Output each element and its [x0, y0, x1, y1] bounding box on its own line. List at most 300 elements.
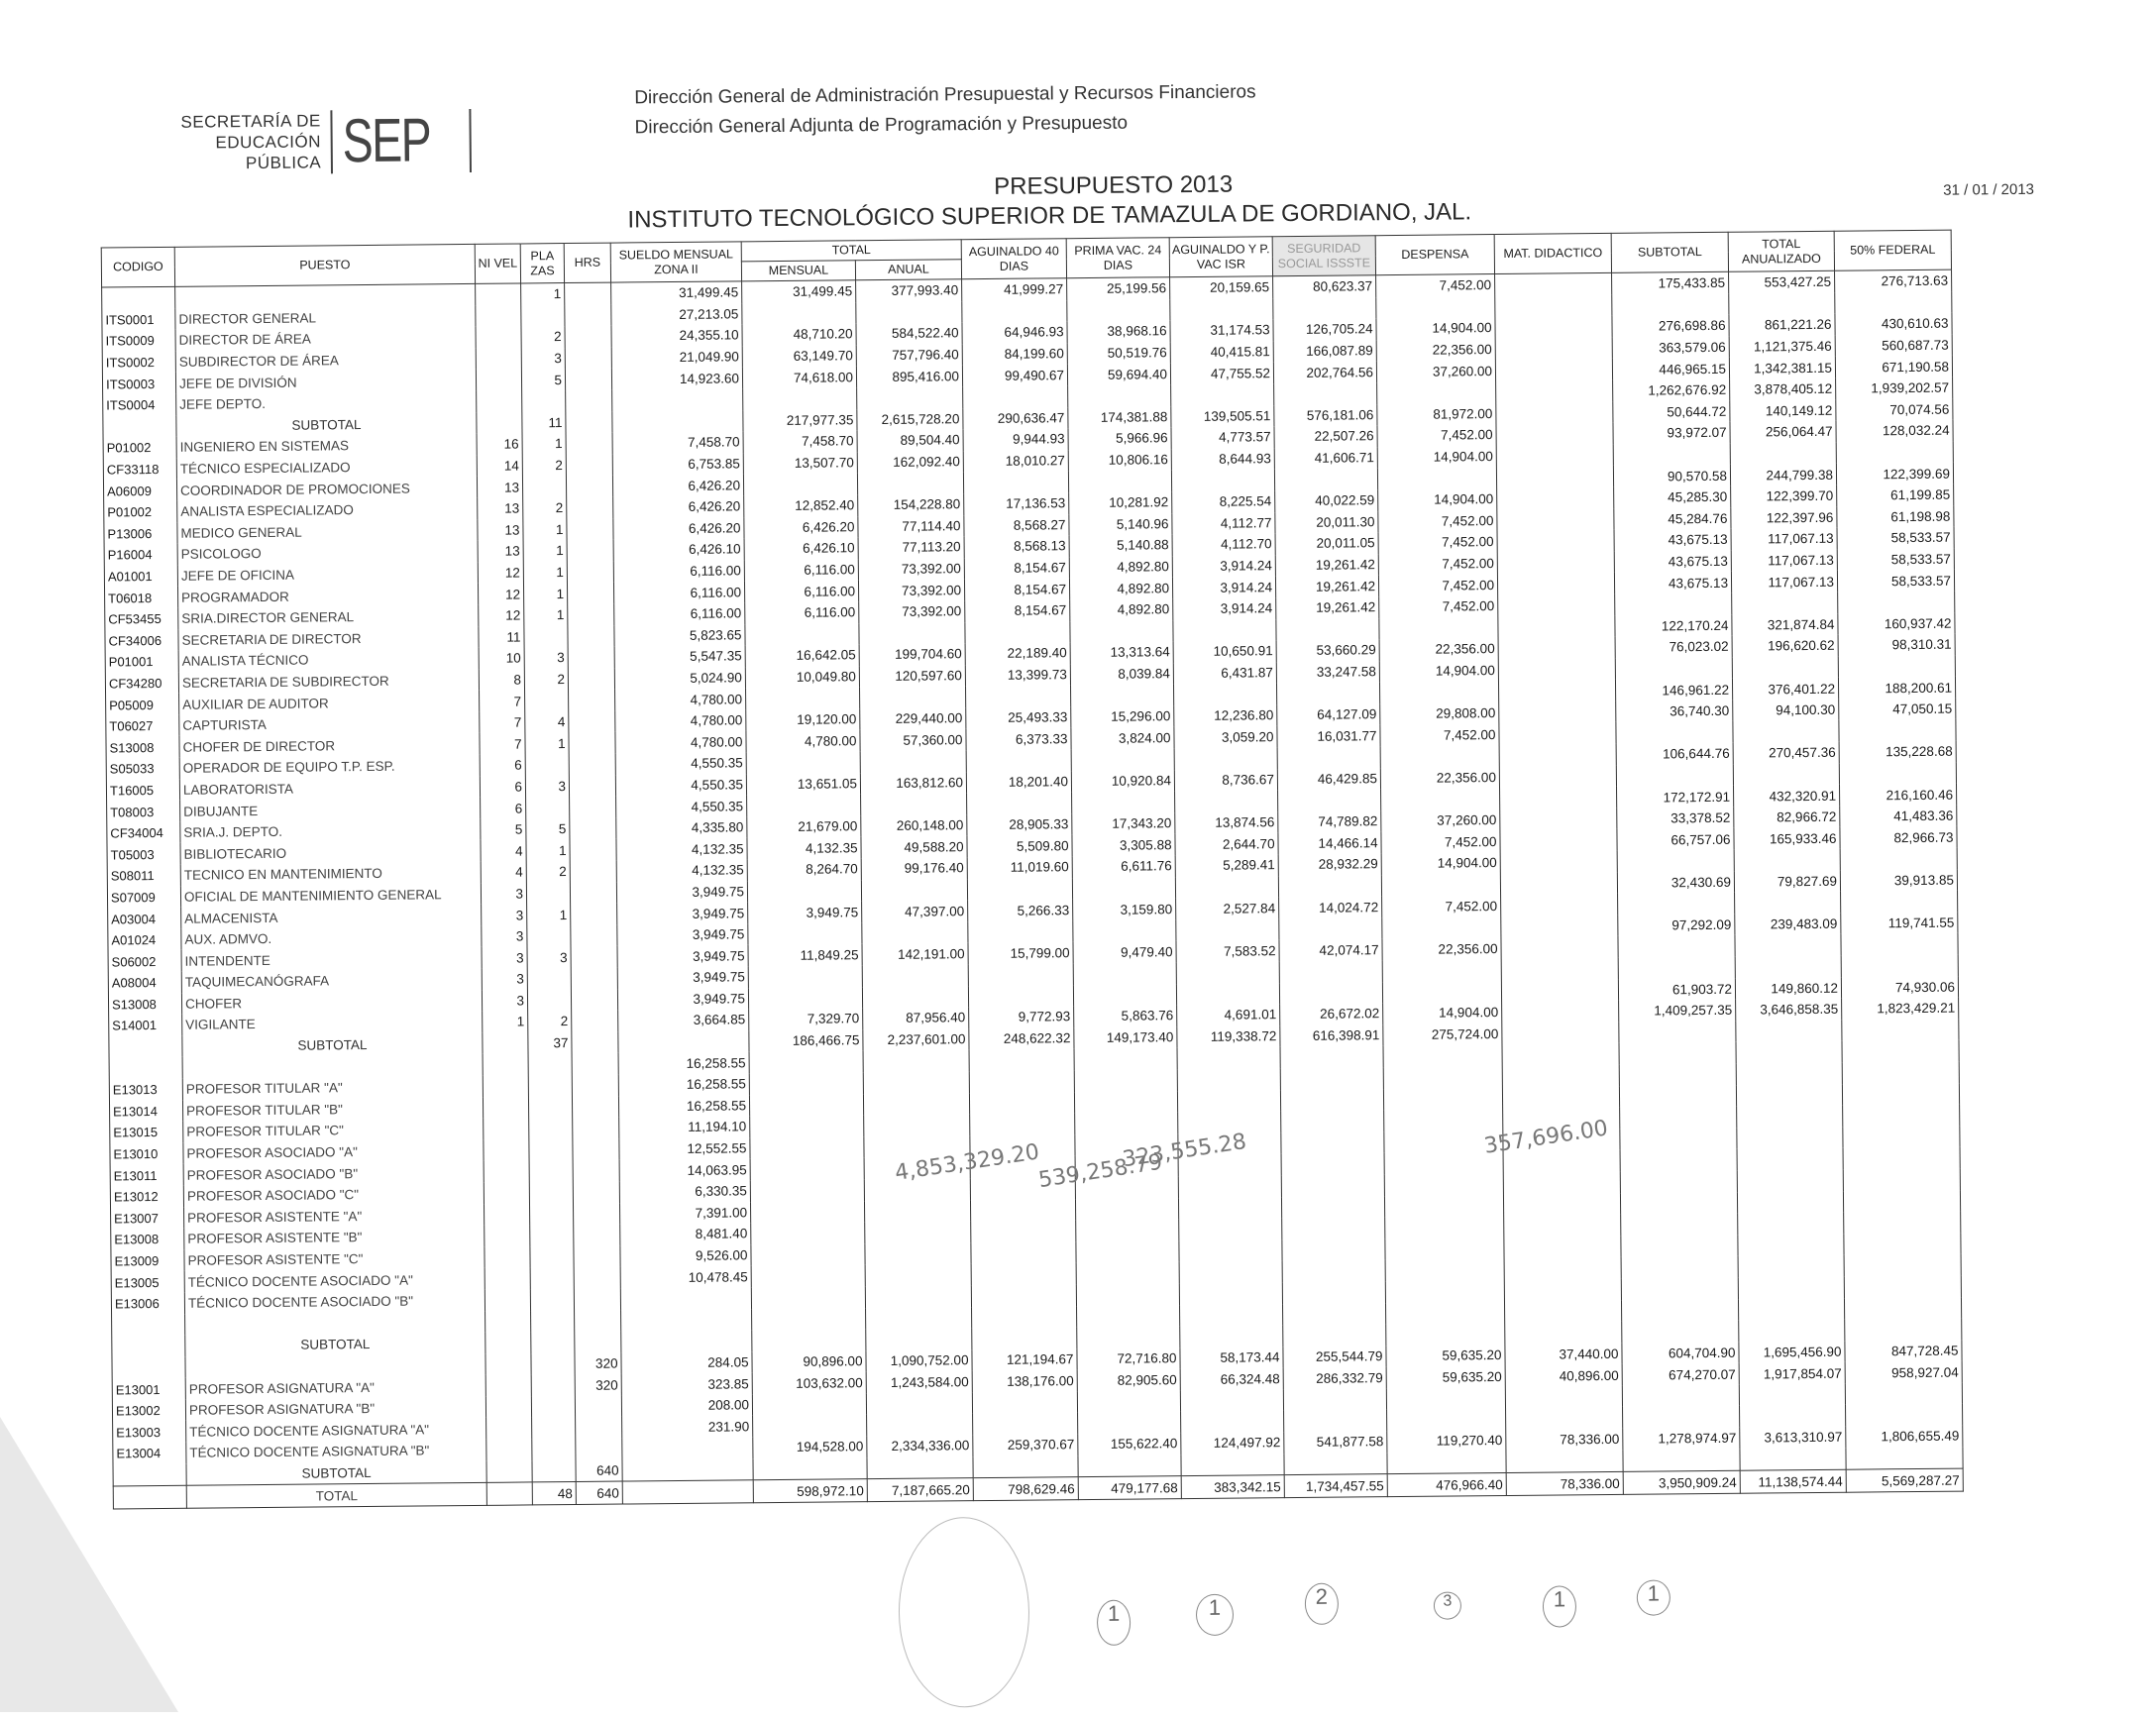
cell-prima: 5,140.88	[1069, 534, 1172, 557]
cell-aguinaldo: 9,944.93	[963, 428, 1068, 451]
cell-plazas: 3	[525, 776, 569, 798]
cell-mat	[1501, 936, 1618, 959]
cell-aguinaldo	[962, 300, 1067, 323]
cell-plazas	[530, 1246, 574, 1268]
cell-nivel	[484, 1139, 529, 1161]
cell-anual: 895,416.00	[856, 366, 962, 388]
cell-issste: 202,764.56	[1273, 362, 1376, 384]
cell-plazas: 1	[523, 540, 567, 562]
col-sueldo: SUELDO MENSUAL ZONA II	[610, 242, 741, 282]
cell-prima: 59,694.40	[1067, 364, 1170, 386]
cell-subtotal: 90,570.58	[1613, 465, 1730, 487]
cell-codigo: ITS0009	[102, 330, 175, 352]
cell-sueldo: 14,923.60	[611, 368, 742, 390]
cell-plazas	[527, 990, 571, 1012]
cell-despensa	[1377, 467, 1496, 489]
cell-issste: 28,932.29	[1278, 853, 1381, 876]
cell-subtotal	[1622, 1321, 1739, 1344]
institution-name: INSTITUTO TECNOLÓGICO SUPERIOR DE TAMAZULA DE GORDIANO, JAL.	[627, 198, 1472, 234]
cell-plazas	[529, 1204, 573, 1226]
cell-nivel: 6	[480, 776, 525, 798]
cell-anual: 377,993.40	[856, 279, 962, 302]
cell-nivel	[485, 1289, 530, 1311]
cell-federal	[1845, 1382, 1962, 1405]
cell-agui-isr: 47,755.52	[1170, 363, 1273, 385]
cell-anual: 1,090,752.00	[866, 1349, 972, 1372]
cell-aguinaldo: 99,490.67	[962, 365, 1067, 387]
cell-despensa	[1379, 617, 1498, 640]
cell-anualizado	[1737, 1106, 1843, 1129]
cell-prima: 3,305.88	[1072, 834, 1175, 857]
cell-hrs	[568, 625, 614, 647]
cell-sueldo	[612, 388, 743, 411]
cell-hrs	[565, 304, 611, 326]
cell-issste	[1273, 297, 1376, 320]
cell-aguinaldo	[973, 1413, 1078, 1436]
cell-nivel	[483, 1097, 528, 1119]
cell-puesto: SECRETARIA DE SUBDIRECTOR	[178, 670, 479, 695]
cell-puesto: DIRECTOR DE ÁREA	[175, 327, 476, 352]
cell-despensa: 7,452.00	[1378, 510, 1497, 533]
cell-sueldo: 208.00	[621, 1394, 752, 1417]
cell-aguinaldo	[965, 621, 1070, 644]
cell-anualizado	[1736, 1084, 1842, 1107]
cell-anualizado: 256,064.47	[1730, 421, 1836, 444]
cell-issste	[1284, 1453, 1387, 1475]
logo-mark: SEP	[342, 106, 431, 176]
handwritten-note-anual: 4,853,329.20	[893, 1139, 1041, 1186]
cell-subtotal: 1,278,974.97	[1623, 1428, 1740, 1451]
cell-hrs	[567, 518, 613, 540]
cell-mensual	[747, 794, 861, 816]
cell-issste: 19,261.42	[1275, 554, 1378, 577]
cell-nivel	[484, 1182, 529, 1204]
cell-agui-isr: 8,736.67	[1174, 769, 1277, 792]
cell-subtotal: 363,579.06	[1612, 337, 1729, 360]
cell-despensa: 7,452.00	[1378, 531, 1497, 554]
cell-puesto	[175, 283, 476, 308]
cell-subtotal: 604,704.90	[1622, 1342, 1739, 1364]
cell-plazas: 1	[527, 904, 571, 925]
cell-codigo: T16005	[106, 779, 179, 801]
cell-nivel: 3	[482, 925, 527, 947]
cell-plazas	[529, 1139, 573, 1161]
cell-agui-isr	[1180, 1325, 1283, 1347]
cell-sueldo	[612, 410, 743, 433]
cell-mensual: 6,426.20	[744, 516, 858, 539]
cell-agui-isr	[1170, 298, 1273, 321]
cell-issste: 20,011.05	[1275, 532, 1378, 555]
cell-mat	[1502, 1001, 1619, 1023]
cell-sueldo: 14,063.95	[619, 1159, 750, 1182]
cell-despensa: 22,356.00	[1382, 937, 1501, 960]
cell-despensa: 29,808.00	[1380, 702, 1499, 725]
cell-hrs	[573, 1138, 619, 1160]
cell-aguinaldo: 121,194.67	[972, 1348, 1077, 1371]
cell-nivel	[485, 1226, 530, 1247]
cell-anual: 73,392.00	[858, 580, 964, 602]
cell-codigo: E13001	[112, 1378, 185, 1400]
cell-codigo: T06018	[105, 587, 178, 608]
cell-anualizado	[1737, 1170, 1843, 1193]
cell-codigo: CF34280	[105, 673, 178, 695]
cell-sueldo: 8,481.40	[620, 1223, 751, 1245]
cell-mensual	[748, 922, 862, 945]
cell-nivel	[485, 1375, 531, 1397]
cell-issste	[1276, 618, 1379, 641]
cell-codigo: E13006	[111, 1293, 184, 1315]
cell-nivel: 12	[479, 604, 524, 626]
cell-despensa: 119,270.40	[1387, 1430, 1506, 1453]
cell-puesto: DIBUJANTE	[180, 798, 481, 822]
cell-agui-isr: 12,236.80	[1174, 704, 1277, 727]
cell-plazas: 2	[522, 455, 566, 477]
cell-mensual	[746, 688, 860, 710]
document-date: 31 / 01 / 2013	[1943, 180, 2035, 199]
cell-codigo: S05033	[106, 758, 179, 780]
cell-issste	[1279, 982, 1382, 1005]
cell-subtotal: 50,644.72	[1613, 400, 1730, 423]
cell-subtotal	[1620, 1128, 1737, 1150]
cell-hrs	[573, 1182, 619, 1204]
cell-anualizado	[1738, 1298, 1844, 1321]
cell-agui-isr	[1180, 1304, 1283, 1327]
cell-anual	[864, 1114, 970, 1136]
cell-nivel: 3	[482, 990, 527, 1012]
cell-nivel: 14	[477, 455, 522, 477]
cell-hrs	[571, 968, 617, 990]
cell-aguinaldo	[963, 472, 1068, 494]
cell-nivel: 11	[479, 626, 524, 648]
cell-plazas	[529, 1160, 573, 1182]
cell-mat	[1499, 722, 1616, 745]
cell-anual	[861, 793, 967, 815]
cell-sueldo: 4,780.00	[615, 709, 746, 732]
cell-subtotal	[1619, 1022, 1736, 1044]
cell-agui-isr	[1181, 1454, 1284, 1476]
cell-federal: 41,483.36	[1840, 805, 1957, 827]
cell-agui-isr: 13,874.56	[1175, 811, 1278, 834]
cell-plazas: 3	[524, 647, 568, 669]
cell-anual: 73,392.00	[859, 600, 965, 623]
cell-anualizado	[1734, 849, 1840, 872]
cell-codigo: A08004	[108, 972, 181, 994]
cell-anualizado	[1733, 763, 1839, 786]
cell-federal: 188,200.61	[1838, 677, 1955, 700]
cell-mensual: 48,710.20	[742, 323, 856, 346]
page-fold-shadow	[0, 1417, 178, 1712]
cell-codigo	[109, 1057, 182, 1079]
cell-anualizado: 196,620.62	[1732, 635, 1838, 658]
cell-subtotal: 446,965.15	[1612, 358, 1729, 380]
cell-sueldo: 3,949.75	[616, 881, 747, 904]
cell-plazas: 2	[521, 326, 565, 348]
cell-codigo	[109, 1036, 182, 1058]
cell-anualizado: 1,917,854.07	[1739, 1362, 1845, 1385]
cell-puesto: TÉCNICO DOCENTE ASOCIADO "B"	[184, 1290, 485, 1315]
cell-nivel: 8	[479, 669, 524, 691]
cell-agui-isr: 3,914.24	[1172, 576, 1275, 598]
cell-puesto: PROFESOR ASOCIADO "A"	[183, 1140, 484, 1165]
cell-puesto	[185, 1311, 485, 1336]
cell-federal	[1838, 655, 1955, 678]
cell-codigo	[102, 286, 175, 309]
cell-codigo	[112, 1356, 185, 1378]
cell-mensual: 10,049.80	[745, 666, 859, 689]
cell-aguinaldo	[969, 1092, 1074, 1115]
cell-subtotal: 146,961.22	[1615, 679, 1732, 701]
cell-prima: 4,892.80	[1069, 577, 1172, 599]
cell-agui-isr: 383,342.15	[1181, 1475, 1284, 1499]
cell-anual	[861, 879, 967, 902]
cell-federal: 430,610.63	[1835, 313, 1952, 336]
cell-despensa: 14,904.00	[1383, 1002, 1502, 1024]
cell-plazas	[528, 1097, 572, 1119]
cell-sueldo: 6,426.10	[613, 538, 744, 561]
col-hrs: HRS	[564, 243, 610, 282]
circle-mark-large	[898, 1517, 1030, 1708]
cell-aguinaldo	[971, 1241, 1076, 1264]
cell-plazas	[531, 1311, 575, 1333]
cell-codigo: A01024	[108, 929, 181, 951]
cell-aguinaldo: 17,136.53	[964, 492, 1069, 515]
cell-issste	[1282, 1281, 1385, 1304]
cell-aguinaldo: 28,905.33	[967, 813, 1072, 836]
cell-nivel: 7	[480, 711, 525, 733]
cell-anual	[863, 1071, 969, 1094]
cell-nivel	[485, 1246, 530, 1268]
cell-issste	[1279, 917, 1382, 940]
cell-plazas	[526, 797, 570, 818]
cell-aguinaldo: 290,636.47	[963, 407, 1068, 430]
cell-nivel	[476, 370, 521, 391]
cell-sueldo: 6,116.00	[614, 602, 745, 625]
cell-codigo: T06027	[106, 715, 179, 737]
cell-codigo: P05009	[106, 694, 179, 715]
cell-mensual	[752, 1393, 866, 1416]
cell-prima: 5,966.96	[1068, 427, 1171, 450]
cell-hrs	[574, 1267, 620, 1289]
cell-sueldo	[622, 1437, 753, 1459]
cell-federal: 39,913.85	[1840, 869, 1957, 892]
cell-codigo: S13008	[108, 993, 181, 1015]
cell-nivel: 13	[478, 541, 523, 563]
cell-anualizado: 3,646,858.35	[1736, 999, 1842, 1022]
cell-anual: 99,176.40	[861, 857, 967, 880]
cell-mensual: 6,116.00	[744, 559, 858, 582]
cell-nivel	[477, 412, 522, 434]
cell-agui-isr	[1179, 1260, 1282, 1283]
cell-hrs	[571, 989, 617, 1011]
cell-anualizado: 117,067.13	[1731, 549, 1837, 572]
cell-federal: 1,806,655.49	[1846, 1426, 1963, 1449]
cell-anualizado: 122,399.70	[1731, 485, 1837, 508]
cell-aguinaldo	[970, 1199, 1075, 1222]
cell-nivel: 3	[482, 968, 527, 990]
cell-issste: 166,087.89	[1273, 340, 1376, 363]
cell-mensual: 217,977.35	[743, 409, 857, 432]
cell-nivel	[483, 1054, 528, 1076]
cell-federal	[1846, 1447, 1963, 1469]
cell-puesto: DIRECTOR GENERAL	[175, 306, 476, 331]
cell-aguinaldo: 798,629.46	[973, 1477, 1078, 1501]
cell-federal: 5,569,287.27	[1846, 1468, 1963, 1492]
cell-issste: 64,127.09	[1277, 703, 1380, 726]
cell-anual: 89,504.40	[857, 429, 963, 452]
cell-mensual	[751, 1265, 865, 1288]
cell-nivel: 13	[478, 519, 523, 541]
cell-plazas: 3	[527, 946, 571, 968]
cell-sueldo	[621, 1330, 752, 1352]
cell-plazas: 5	[521, 369, 565, 390]
cell-agui-isr: 31,174.53	[1170, 319, 1273, 342]
cell-plazas	[528, 1053, 572, 1075]
cell-puesto: OFICIAL DE MANTENIMIENTO GENERAL	[180, 884, 481, 909]
cell-federal: 74,930.06	[1841, 976, 1958, 999]
cell-despensa	[1384, 1195, 1503, 1218]
cell-puesto: SUBTOTAL	[185, 1333, 485, 1357]
cell-anual: 7,187,665.20	[867, 1478, 973, 1502]
cell-sueldo: 3,949.75	[617, 923, 748, 946]
cell-plazas	[530, 1225, 574, 1246]
cell-hrs	[569, 690, 615, 711]
cell-codigo: E13005	[111, 1271, 184, 1293]
cell-issste: 74,789.82	[1278, 810, 1381, 833]
cell-anual: 2,237,601.00	[863, 1028, 969, 1051]
cell-mensual	[749, 1051, 863, 1074]
cell-federal	[1844, 1275, 1961, 1298]
cell-aguinaldo	[968, 963, 1073, 986]
cell-nivel: 10	[479, 648, 524, 670]
cell-mat	[1496, 380, 1613, 403]
cell-codigo: A03004	[108, 908, 181, 929]
cell-nivel	[483, 1032, 528, 1054]
cell-despensa: 22,356.00	[1376, 339, 1495, 362]
cell-aguinaldo: 84,199.60	[962, 343, 1067, 366]
cell-mensual: 8,264.70	[747, 858, 861, 881]
cell-federal	[1846, 1404, 1963, 1427]
cell-mat	[1495, 359, 1612, 381]
cell-issste	[1281, 1153, 1384, 1176]
cell-nivel	[476, 305, 521, 327]
cell-codigo: E13012	[110, 1186, 183, 1208]
cell-puesto: TECNICO EN MANTENIMIENTO	[180, 862, 481, 887]
cell-aguinaldo: 138,176.00	[972, 1369, 1077, 1392]
cell-anual	[865, 1242, 971, 1265]
cell-mat	[1503, 1150, 1620, 1173]
cell-prima	[1076, 1283, 1179, 1306]
cell-prima: 4,892.80	[1069, 556, 1172, 579]
cell-agui-isr	[1177, 1047, 1280, 1070]
cell-sueldo	[621, 1309, 752, 1332]
cell-plazas	[522, 476, 566, 497]
cell-aguinaldo: 6,373.33	[966, 728, 1071, 751]
cell-anual: 2,334,336.00	[867, 1435, 973, 1457]
cell-mensual	[750, 1158, 864, 1181]
cell-agui-isr	[1177, 1068, 1280, 1091]
cell-prima: 3,159.80	[1073, 898, 1176, 920]
cell-subtotal	[1612, 293, 1729, 316]
cell-nivel: 3	[481, 883, 526, 905]
cell-mensual: 194,528.00	[753, 1436, 867, 1458]
cell-anualizado	[1737, 1191, 1843, 1214]
circle-mark: 1	[1637, 1579, 1671, 1615]
cell-mensual: 13,507.70	[743, 452, 857, 475]
cell-puesto: TOTAL	[186, 1483, 486, 1509]
cell-federal: 276,713.63	[1835, 269, 1952, 292]
cell-aguinaldo	[967, 878, 1072, 901]
cell-hrs	[569, 710, 615, 732]
cell-anualizado: 117,067.13	[1731, 528, 1837, 551]
cell-nivel	[485, 1333, 531, 1354]
cell-despensa	[1382, 981, 1501, 1004]
cell-anualizado	[1739, 1320, 1845, 1343]
cell-federal	[1844, 1254, 1961, 1277]
cell-anual	[862, 964, 968, 987]
cell-subtotal: 33,378.52	[1617, 808, 1734, 830]
cell-issste	[1279, 960, 1382, 983]
col-plazas: PLA ZAS	[520, 244, 564, 283]
cell-puesto: TÉCNICO DOCENTE ASOCIADO "A"	[184, 1268, 485, 1293]
cell-mensual	[750, 1115, 864, 1137]
cell-agui-isr	[1178, 1197, 1281, 1220]
cell-anualizado: 553,427.25	[1729, 270, 1835, 293]
cell-prima	[1077, 1390, 1180, 1413]
cell-mat	[1504, 1237, 1621, 1259]
cell-puesto: SUBDIRECTOR DE ÁREA	[175, 349, 476, 374]
cell-plazas	[532, 1417, 576, 1439]
cell-prima	[1072, 877, 1175, 900]
cell-aguinaldo: 8,154.67	[964, 557, 1069, 580]
cell-anual	[859, 622, 965, 645]
cell-agui-isr: 4,112.77	[1172, 512, 1275, 535]
cell-hrs	[571, 924, 617, 946]
cell-agui-isr	[1180, 1389, 1283, 1412]
col-federal: 50% FEDERAL	[1834, 230, 1951, 270]
circle-mark: 1	[1097, 1600, 1131, 1646]
cell-federal: 1,939,202.57	[1836, 377, 1953, 400]
cell-federal	[1843, 1126, 1960, 1148]
cell-issste	[1282, 1238, 1385, 1261]
cell-mat	[1495, 295, 1612, 318]
cell-subtotal	[1621, 1214, 1738, 1237]
cell-agui-isr: 40,415.81	[1170, 341, 1273, 364]
cell-mat	[1505, 1322, 1622, 1345]
cell-federal: 70,074.56	[1836, 398, 1953, 421]
cell-sueldo: 3,949.75	[617, 903, 748, 925]
cell-hrs	[570, 861, 616, 883]
col-aguinaldo: AGUINALDO 40 DIAS	[961, 239, 1066, 279]
cell-prima: 38,968.16	[1067, 320, 1170, 343]
cell-mensual: 63,149.70	[742, 345, 856, 368]
cell-anual	[864, 1200, 970, 1223]
cell-sueldo	[622, 1458, 753, 1481]
cell-aguinaldo	[967, 792, 1072, 814]
cell-issste	[1278, 789, 1381, 811]
cell-agui-isr: 6,431.87	[1173, 662, 1276, 685]
col-prima: PRIMA VAC. 24 DIAS	[1066, 238, 1169, 278]
cell-codigo: E13014	[109, 1100, 182, 1122]
cell-federal	[1841, 933, 1958, 956]
cell-subtotal	[1616, 721, 1733, 744]
cell-mensual: 186,466.75	[749, 1029, 863, 1052]
cell-puesto: AUX. ADMVO.	[181, 926, 482, 951]
cell-anual	[862, 921, 968, 944]
cell-mat	[1495, 316, 1612, 339]
cell-agui-isr	[1176, 918, 1279, 941]
cell-hrs: 320	[575, 1374, 621, 1396]
cell-aguinaldo: 18,201.40	[966, 771, 1071, 794]
